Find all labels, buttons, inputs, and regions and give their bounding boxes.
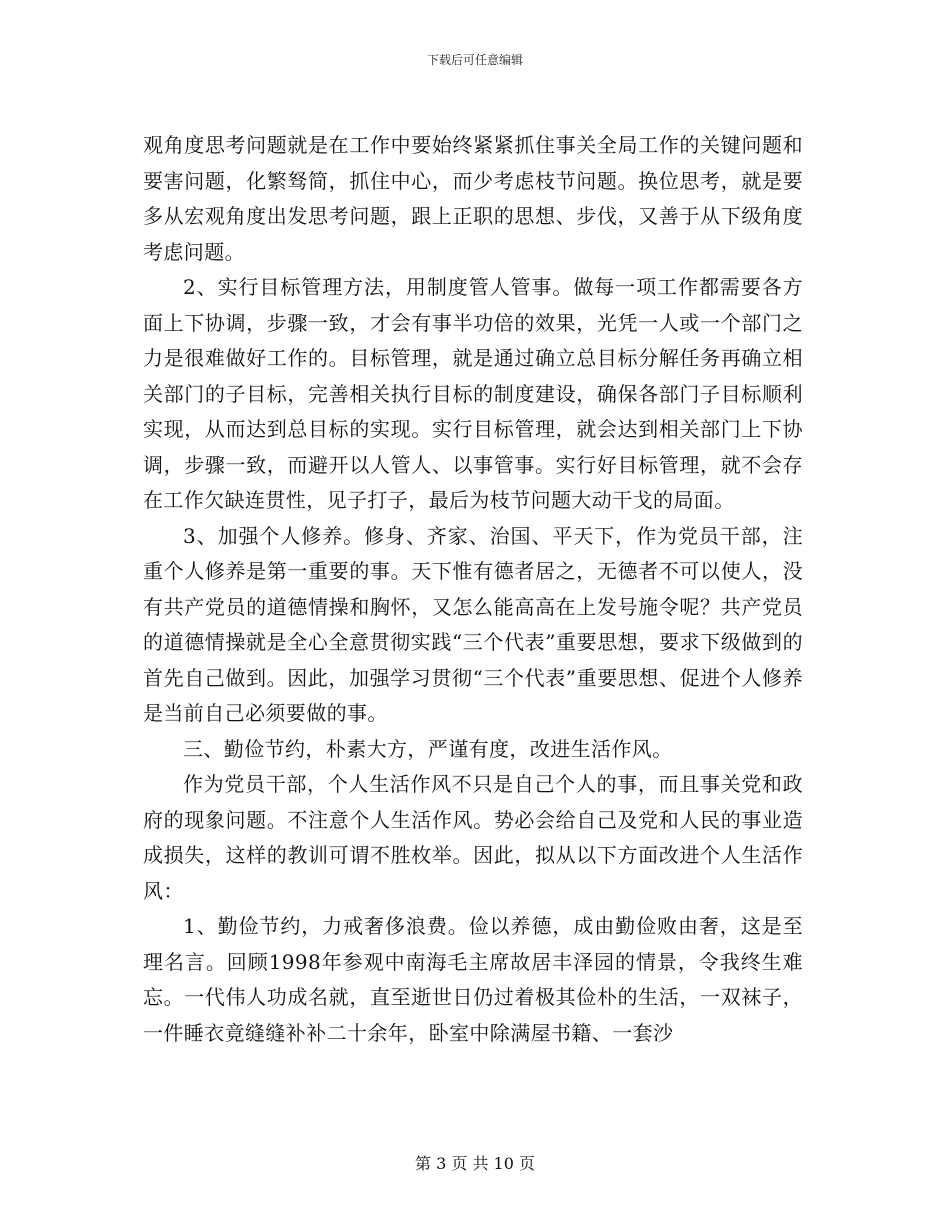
page-number-footer: 第 3 页 共 10 页 <box>415 1154 535 1173</box>
paragraph: 2、实行目标管理方法，用制度管人管事。做每一项工作都需要各方面上下协调，步骤一致，才会有事半功倍的效果，光凭一人或一个部门之力是很难做好工作的。目标管理，就是通过确立总目标分解任务再确立相关部门的子目标，完善相关执行目标的制度建设，确保各部门子目标顺利实现，从而达到总目标的实现。实行目标管理，就会达到相关部门上下协调，步骤一致，而避开以人管人、以事管事。实行好目标管理，就不会存在工作欠缺连贯性，见子打子，最后为枝节问题大动干戈的局面。 <box>143 275 803 512</box>
paragraph: 3、加强个人修养。修身、齐家、治国、平天下，作为党员干部，注重个人修养是第一重要的事。天下惟有德者居之，无德者不可以使人，没有共产党员的道德情操和胸怀，又怎么能高高在上发号施令呢？共产党员的道德情操就是全心全意贯彻实践“三个代表”重要思想，要求下级做到的首先自己做到。因此，加强学习贯彻“三个代表”重要思想、促进个人修养是当前自己必须要做的事。 <box>143 523 803 725</box>
page-header: 下载后可任意编辑 <box>426 53 523 67</box>
paragraph: 观角度思考问题就是在工作中要始终紧紧抓住事关全局工作的关键问题和要害问题，化繁驽简，抓住中心，而少考虑枝节问题。换位思考，就是要多从宏观角度出发思考问题，跟上正职的思想、步伐，又善于从下级角度考虑问题。 <box>143 133 803 264</box>
paragraph: 作为党员干部，个人生活作风不只是自己个人的事，而且事关党和政府的现象问题。不注意个人生活作风。势必会给自己及党和人民的事业造成损失，这样的教训可谓不胜枚举。因此，拟从以下方面改进个人生活作风： <box>143 772 803 903</box>
paragraph: 1、勤俭节约，力戒奢侈浪费。俭以养德，成由勤俭败由奢，这是至理名言。回顾1998年参观中南海毛主席故居丰泽园的情景，令我终生难忘。一代伟人功成名就，直至逝世日仍过着极其俭朴的生活，一双袜子，一件睡衣竟缝缝补补二十余年，卧室中除满屋书籍、一套沙 <box>143 914 803 1045</box>
section-heading: 三、勤俭节约，朴素大方，严谨有度，改进生活作风。 <box>183 736 673 761</box>
document-body <box>143 128 803 1051</box>
